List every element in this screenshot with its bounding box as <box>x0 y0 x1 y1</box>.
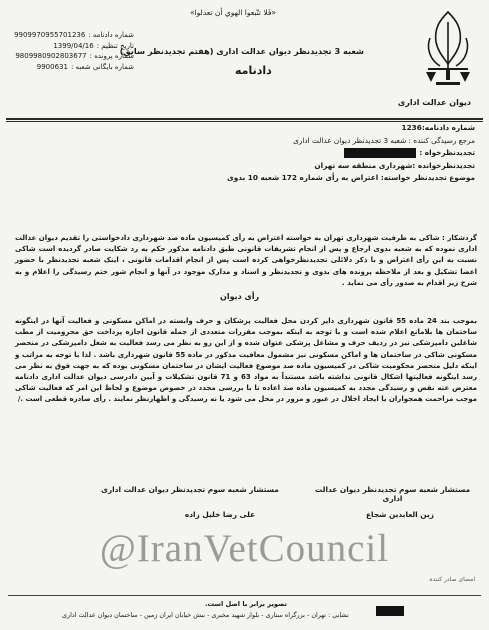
meta-value: 9900631 <box>36 62 68 71</box>
emblem-icon <box>420 8 476 88</box>
footer-divider <box>8 595 481 596</box>
subject-line: موضوع تجدیدنظر خواسته: اعتراض به رأی شماره 172 شعبه 10 بدوی <box>227 173 475 182</box>
signature-title-left: مستشار شعبه سوم تجدیدنظر دیوان عدالت اداری <box>314 485 471 503</box>
meta-row <box>14 51 134 62</box>
court-name: دیوان عدالت اداری <box>397 98 471 107</box>
court-address: نشانی : تهران - بزرگراه ستاری - بلوار شهید مخبری - نبش خیابان ایران زمین - ساختمان دیوان عدالت اداری <box>62 611 349 619</box>
signature-name-left: زین العابدین شجاع <box>366 510 434 519</box>
appellant-line <box>15 147 475 160</box>
reference-authority: مرجع رسیدگی کننده : شعبه 3 تجدیدنظر دیوان عدالت اداری <box>293 135 475 145</box>
meta-label: شماره بایگانی شعبه : <box>70 62 134 71</box>
appellant-label: تجدیدنظرخواه : <box>419 148 475 157</box>
signature-name-right: علی رضا خلیل زاده <box>184 510 256 519</box>
meta-label: شماره پرونده : <box>89 52 134 60</box>
case-report: گردشکار : شاکی به طرفیت شهرداری تهران به خواسته اعتراض به رأی کمیسیون ماده صد شهرداری دادخواستی را تقدیم دیوان عدالت اداری نموده که به شعبه بدوی ارجاع و پس از انجام تشریفات قانونی طبق دادنامه مذکور حکم به رد شکایت صادر گردیده است شاکی نسبت به این رأی اعتراض و با ذکر دلائلی تجدیدنظرخواهی کرده است پس از انجام اقدامات قانونی ، اینک شعبه تجدیدنظر با حضور اعضا تشکیل و بعد از ملاحظه پرونده های بدوی و تجدیدنظر و اسناد و مدارک موجود در آنها و انجام شور ختم رسیدگی را اعلام و به شرح زیر اقدام به صدور رأی می نماید . <box>15 234 477 287</box>
bismillah-verse: «فَلا تتّبعوا الهوي أن تعدلوا» <box>190 8 277 17</box>
meta-row <box>14 41 134 52</box>
stamp-label: امضای صادر کننده <box>429 576 475 583</box>
meta-row <box>14 62 134 73</box>
meta-value: 9909970955701236 <box>14 31 86 39</box>
case-metadata <box>14 30 134 72</box>
redacted-name <box>344 148 416 158</box>
meta-value: 1399/04/16 <box>53 41 94 50</box>
copy-note: تصویر برابر با اصل است. <box>205 600 287 608</box>
case-details <box>15 122 475 185</box>
ruling-text: بموجب بند 24 ماده 55 قانون شهرداری دایر کردن محل فعالیت پزشکان و حرف وابسته در اماکن مسکونی و فعالیت آنها در اینگونه ساختمان ها بلامانع اعلام شده است و با توجه به اینکه بموجب مقررات متعددی از جمله قانون اجازه پرداخت حق محرومیت از مطب شاغلین دامپزشکی نیز در ردیف حرف و مشاغل پزشکی عنوان شده و از این رو به نظر می رسد فعالیت به شغل دامپزشکی در منحصر مسکونی شاکی در ساختمان ها و اماکن مسکونی نیز مشمول معافیت مذکور در ماده 55 قانون شهرداری باشد . لذا با توجه به مراتب و اینکه دلیل منحصر محکومیت شاکی در کمیسیون ماده صد موضوع فعالیت ایشان در ساختمان مسکونی بوده که به جهت فوق به نظر می رسد اینگونه فعالیتها اشکال قانونی نداشته باشد مستنداً به مواد 63 و 71 قانون تشکیلات و آیین دادرسی دیوان عدالت اداری دادنامه معترض عنه نقض و رسیدگی مجدد به کمیسیون ماده صد اعاده تا با بررسی مجدد در خصوص موضوع و لحاظ این امر که فعالیت شاکی موجب مزاحمت همجواران یا ایجاد اخلال در عبور و مرور در محل می شود یا نه رسیدگی و اظهارنظر نمایند . رأی صادره قطعی است ./ <box>15 317 478 404</box>
decision-title: دادنامه <box>235 64 272 77</box>
appellee-line: تجدیدنظرخوانده :شهرداری منطقه سه تهران <box>314 160 475 170</box>
case-number: شماره دادنامه:1236 <box>401 123 475 132</box>
branch-title: شعبه 3 تجدیدنظر دیوان عدالت اداری (هفتم تجدیدنظر سابق) <box>119 46 364 56</box>
meta-label: شماره دادنامه : <box>88 31 134 39</box>
meta-row <box>14 30 134 41</box>
watermark: @IranVetCouncil <box>99 527 390 570</box>
meta-label: تاریخ تنظیم : <box>96 41 134 50</box>
ruling-heading: رأی دیوان <box>220 292 260 301</box>
redacted-box <box>376 606 404 616</box>
header-divider <box>6 118 483 120</box>
meta-value: 9809980902803677 <box>15 52 87 60</box>
signature-title-right: مستشار شعبه سوم تجدیدنظر دیوان عدالت اداری <box>101 485 279 494</box>
